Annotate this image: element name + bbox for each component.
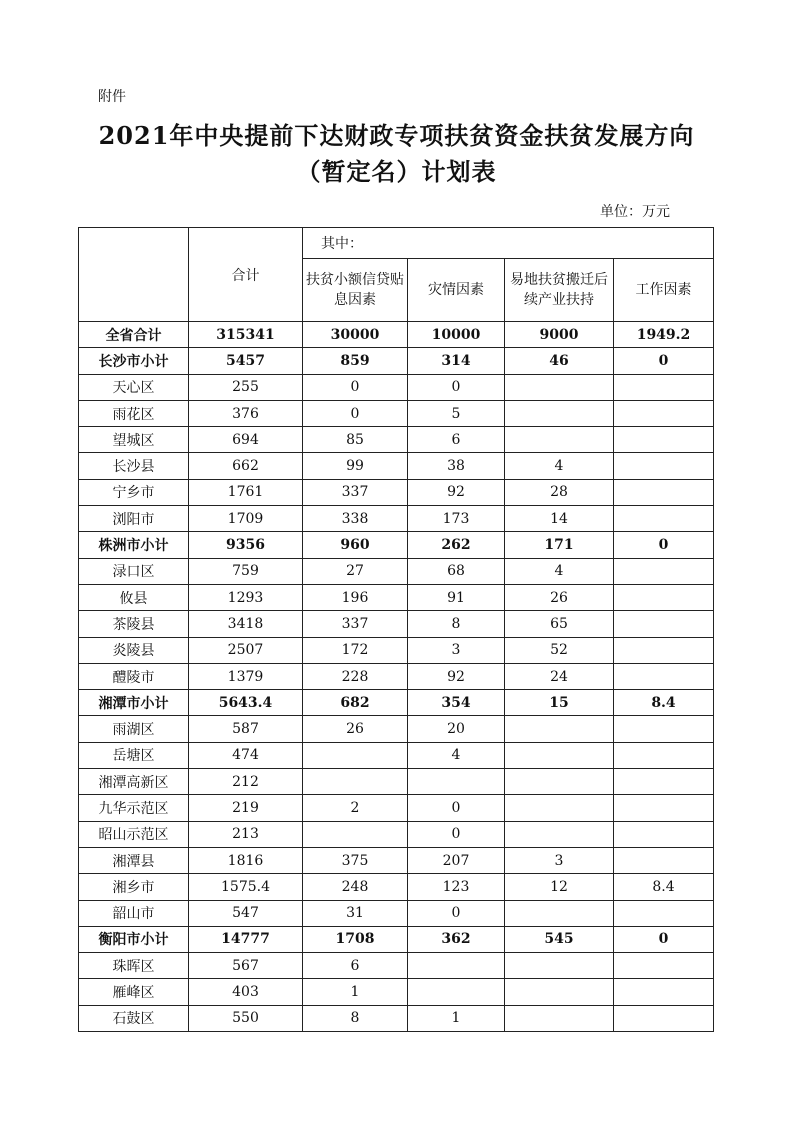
table-row: [79, 611, 714, 637]
cell-name: 湘潭县: [79, 847, 189, 873]
cell-name: 全省合计: [79, 322, 189, 348]
header-relocation: 易地扶贫搬迁后续产业扶持: [505, 259, 614, 322]
cell-name: 雨湖区: [79, 716, 189, 742]
cell-relocation: [505, 427, 614, 453]
cell-name: 雨花区: [79, 400, 189, 426]
cell-disaster: 1: [408, 1005, 505, 1031]
table-row: [79, 847, 714, 873]
cell-work: [614, 400, 714, 426]
cell-work: [614, 847, 714, 873]
cell-work: [614, 900, 714, 926]
cell-total: 550: [189, 1005, 303, 1031]
cell-work: [614, 506, 714, 532]
header-work: 工作因素: [614, 259, 714, 322]
header-group: 其中：: [303, 228, 714, 259]
table-row: [79, 663, 714, 689]
cell-credit: 1708: [303, 926, 408, 952]
cell-credit: 85: [303, 427, 408, 453]
cell-relocation: [505, 900, 614, 926]
cell-name: 九华示范区: [79, 795, 189, 821]
cell-work: 8.4: [614, 874, 714, 900]
page-title-line2: （暂定名）计划表: [296, 157, 497, 186]
attachment-label: 附件: [98, 89, 126, 105]
cell-name: 茶陵县: [79, 611, 189, 637]
table-row: [79, 506, 714, 532]
cell-name: 昭山示范区: [79, 821, 189, 847]
table-row: [79, 374, 714, 400]
cell-credit: 2: [303, 795, 408, 821]
header-disaster: 灾情因素: [408, 259, 505, 322]
header-credit: 扶贫小额信贷贴息因素: [303, 259, 408, 322]
cell-credit: 27: [303, 558, 408, 584]
cell-work: [614, 663, 714, 689]
cell-disaster: 38: [408, 453, 505, 479]
cell-relocation: [505, 374, 614, 400]
cell-disaster: 92: [408, 479, 505, 505]
cell-disaster: 20: [408, 716, 505, 742]
cell-credit: 6: [303, 953, 408, 979]
cell-work: [614, 1005, 714, 1031]
cell-disaster: 0: [408, 374, 505, 400]
cell-disaster: 123: [408, 874, 505, 900]
table-row: [79, 821, 714, 847]
cell-total: 694: [189, 427, 303, 453]
cell-total: 255: [189, 374, 303, 400]
cell-relocation: 4: [505, 558, 614, 584]
cell-name: 衡阳市小计: [79, 926, 189, 952]
cell-work: [614, 427, 714, 453]
cell-total: 403: [189, 979, 303, 1005]
table-row: [79, 874, 714, 900]
cell-total: 376: [189, 400, 303, 426]
cell-disaster: 92: [408, 663, 505, 689]
cell-relocation: 52: [505, 637, 614, 663]
cell-disaster: 173: [408, 506, 505, 532]
cell-total: 567: [189, 953, 303, 979]
cell-credit: [303, 742, 408, 768]
cell-relocation: [505, 821, 614, 847]
table-row: [79, 532, 714, 558]
cell-credit: 682: [303, 690, 408, 716]
cell-work: [614, 953, 714, 979]
table-row: [79, 795, 714, 821]
cell-name: 炎陵县: [79, 637, 189, 663]
cell-credit: 196: [303, 584, 408, 610]
cell-total: 2507: [189, 637, 303, 663]
table-row: [79, 1005, 714, 1031]
cell-relocation: 3: [505, 847, 614, 873]
cell-name: 湘潭高新区: [79, 769, 189, 795]
table-row: [79, 953, 714, 979]
cell-work: [614, 611, 714, 637]
cell-relocation: 14: [505, 506, 614, 532]
cell-credit: 0: [303, 400, 408, 426]
cell-total: 1761: [189, 479, 303, 505]
cell-credit: 337: [303, 611, 408, 637]
cell-relocation: [505, 979, 614, 1005]
cell-disaster: 91: [408, 584, 505, 610]
cell-name: 天心区: [79, 374, 189, 400]
cell-total: 5457: [189, 348, 303, 374]
cell-credit: 338: [303, 506, 408, 532]
table-row: [79, 926, 714, 952]
cell-relocation: 46: [505, 348, 614, 374]
cell-relocation: 15: [505, 690, 614, 716]
cell-total: 662: [189, 453, 303, 479]
cell-name: 湘乡市: [79, 874, 189, 900]
cell-name: 醴陵市: [79, 663, 189, 689]
cell-credit: 99: [303, 453, 408, 479]
cell-work: [614, 979, 714, 1005]
cell-work: [614, 374, 714, 400]
cell-relocation: 28: [505, 479, 614, 505]
cell-relocation: 12: [505, 874, 614, 900]
cell-credit: 31: [303, 900, 408, 926]
cell-relocation: 65: [505, 611, 614, 637]
cell-work: [614, 821, 714, 847]
cell-name: 湘潭市小计: [79, 690, 189, 716]
cell-name: 韶山市: [79, 900, 189, 926]
cell-work: [614, 795, 714, 821]
header-name-cell: [79, 228, 189, 322]
cell-total: 1575.4: [189, 874, 303, 900]
cell-disaster: 6: [408, 427, 505, 453]
cell-work: [614, 716, 714, 742]
table-row: [79, 637, 714, 663]
cell-total: 14777: [189, 926, 303, 952]
cell-work: [614, 558, 714, 584]
cell-disaster: 314: [408, 348, 505, 374]
cell-work: 0: [614, 532, 714, 558]
cell-work: [614, 584, 714, 610]
cell-credit: 0: [303, 374, 408, 400]
cell-disaster: 207: [408, 847, 505, 873]
cell-total: 3418: [189, 611, 303, 637]
cell-work: 0: [614, 348, 714, 374]
cell-total: 474: [189, 742, 303, 768]
cell-name: 望城区: [79, 427, 189, 453]
cell-relocation: 4: [505, 453, 614, 479]
cell-name: 雁峰区: [79, 979, 189, 1005]
cell-work: 1949.2: [614, 322, 714, 348]
cell-credit: 960: [303, 532, 408, 558]
cell-work: [614, 479, 714, 505]
cell-total: 1816: [189, 847, 303, 873]
cell-credit: [303, 821, 408, 847]
cell-credit: 1: [303, 979, 408, 1005]
cell-name: 浏阳市: [79, 506, 189, 532]
cell-disaster: 3: [408, 637, 505, 663]
cell-name: 攸县: [79, 584, 189, 610]
cell-total: 9356: [189, 532, 303, 558]
cell-work: [614, 742, 714, 768]
cell-credit: 26: [303, 716, 408, 742]
table-row: [79, 900, 714, 926]
cell-name: 株洲市小计: [79, 532, 189, 558]
table-row: [79, 400, 714, 426]
table-row: [79, 716, 714, 742]
cell-work: [614, 637, 714, 663]
cell-disaster: 68: [408, 558, 505, 584]
cell-disaster: 0: [408, 900, 505, 926]
cell-credit: 8: [303, 1005, 408, 1031]
table-row: [79, 453, 714, 479]
cell-relocation: [505, 742, 614, 768]
cell-total: 587: [189, 716, 303, 742]
cell-work: 8.4: [614, 690, 714, 716]
page-title-line1: 2021年中央提前下达财政专项扶贫资金扶贫发展方向: [98, 121, 695, 150]
cell-name: 石鼓区: [79, 1005, 189, 1031]
cell-name: 珠晖区: [79, 953, 189, 979]
cell-disaster: 362: [408, 926, 505, 952]
cell-disaster: 10000: [408, 322, 505, 348]
table-row: [79, 479, 714, 505]
cell-disaster: 5: [408, 400, 505, 426]
cell-disaster: 0: [408, 821, 505, 847]
table-row: [79, 584, 714, 610]
cell-total: 212: [189, 769, 303, 795]
cell-disaster: [408, 769, 505, 795]
cell-credit: 859: [303, 348, 408, 374]
cell-credit: 375: [303, 847, 408, 873]
cell-relocation: [505, 1005, 614, 1031]
cell-total: 1709: [189, 506, 303, 532]
cell-name: 渌口区: [79, 558, 189, 584]
cell-total: 1293: [189, 584, 303, 610]
cell-disaster: [408, 979, 505, 1005]
cell-name: 岳塘区: [79, 742, 189, 768]
cell-relocation: 171: [505, 532, 614, 558]
cell-total: 547: [189, 900, 303, 926]
cell-relocation: [505, 795, 614, 821]
cell-relocation: [505, 769, 614, 795]
cell-work: [614, 769, 714, 795]
table-row: [79, 979, 714, 1005]
table-row: [79, 348, 714, 374]
cell-relocation: [505, 400, 614, 426]
cell-relocation: 26: [505, 584, 614, 610]
cell-name: 长沙县: [79, 453, 189, 479]
table-row: [79, 427, 714, 453]
cell-work: 0: [614, 926, 714, 952]
cell-credit: 228: [303, 663, 408, 689]
cell-relocation: [505, 716, 614, 742]
cell-work: [614, 453, 714, 479]
cell-credit: 172: [303, 637, 408, 663]
cell-name: 宁乡市: [79, 479, 189, 505]
cell-credit: 248: [303, 874, 408, 900]
cell-total: 1379: [189, 663, 303, 689]
cell-disaster: 8: [408, 611, 505, 637]
plan-table: [78, 227, 714, 1032]
cell-relocation: [505, 953, 614, 979]
cell-relocation: 545: [505, 926, 614, 952]
table-row: [79, 742, 714, 768]
cell-total: 213: [189, 821, 303, 847]
cell-disaster: 354: [408, 690, 505, 716]
cell-total: 759: [189, 558, 303, 584]
table-row: [79, 769, 714, 795]
cell-total: 5643.4: [189, 690, 303, 716]
cell-relocation: 9000: [505, 322, 614, 348]
cell-credit: [303, 769, 408, 795]
cell-total: 219: [189, 795, 303, 821]
cell-relocation: 24: [505, 663, 614, 689]
cell-disaster: [408, 953, 505, 979]
table-row: [79, 690, 714, 716]
table-body: [79, 322, 714, 1032]
table-row: [79, 558, 714, 584]
cell-disaster: 0: [408, 795, 505, 821]
cell-credit: 337: [303, 479, 408, 505]
cell-disaster: 262: [408, 532, 505, 558]
cell-total: 315341: [189, 322, 303, 348]
header-total: 合计: [189, 228, 303, 322]
cell-credit: 30000: [303, 322, 408, 348]
cell-name: 长沙市小计: [79, 348, 189, 374]
table-row: [79, 322, 714, 348]
unit-label: 单位：万元: [600, 204, 670, 220]
cell-disaster: 4: [408, 742, 505, 768]
